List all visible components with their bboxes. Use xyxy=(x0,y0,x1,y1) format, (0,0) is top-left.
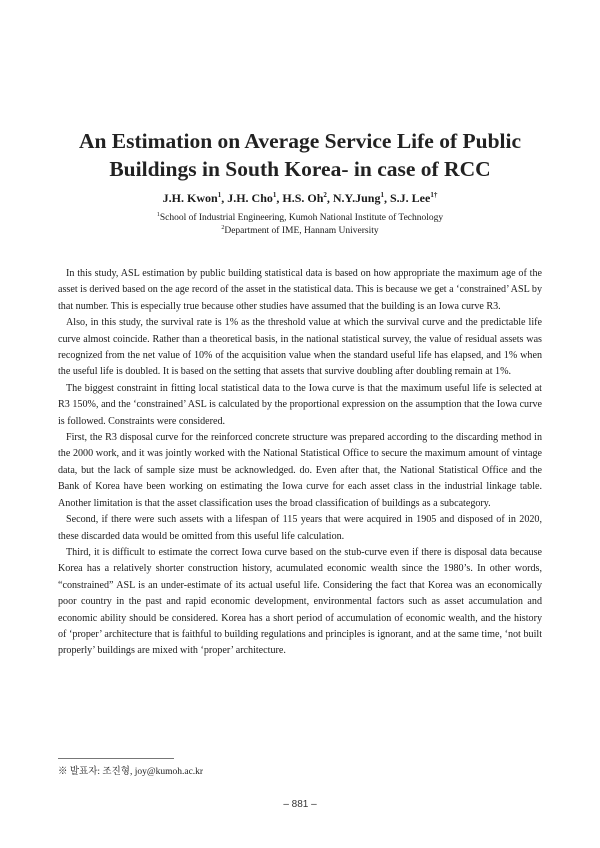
presenter-footnote: ※ 발표자: 조진형, joy@kumoh.ac.kr xyxy=(58,767,204,777)
affiliation-2 xyxy=(0,225,600,237)
affiliation-1 xyxy=(0,212,600,224)
author-affiliation-mark: 1† xyxy=(430,191,438,199)
body-paragraph: Second, if there were such assets with a lifespan of 115 years that were acquired in 1905 and disposed of in 2020, these discarded data would be omitted from this useful life calculation. xyxy=(58,514,542,542)
author-separator: , xyxy=(326,191,333,205)
author-separator: , xyxy=(221,191,228,205)
author: S.J. Lee xyxy=(389,191,431,205)
author: J.H. Cho xyxy=(227,191,273,205)
author-affiliation-mark: 1 xyxy=(380,191,384,199)
affiliation-text: Department of IME, Hannam University xyxy=(224,226,379,236)
author-affiliation-mark: 2 xyxy=(323,191,327,199)
author-affiliation-mark: 1 xyxy=(272,191,277,199)
body-paragraph: In this study, ASL estimation by public building statistical data is based on how appropriate the maximum age of the asset is derived based on the age record of the asset in the statistical data. This is because we get a ‘constrained’ ASL by that number. This is especially true because other studies have assumed that the building is an Iowa curve R3. xyxy=(58,268,542,312)
paper-title-line-1: An Estimation on Average Service Life of Public xyxy=(78,129,522,153)
author: N.Y.Jung xyxy=(332,191,381,205)
body-paragraph: Also, in this study, the survival rate is 1% as the threshold value at which the survival curve and the predictable life curve almost coincide. Rather than a theoretical basis, in the national statistical survey, the value of residual assets was recognized from the net value of 10% of the acquisition value when the standard useful life has elapsed, and 1% when the useful life is doubled. It is based on the setting that assets that survive doubling after doubling remain at 1%. xyxy=(58,317,542,378)
author-separator: , xyxy=(383,191,390,205)
body-paragraph: The biggest constraint in fitting local statistical data to the Iowa curve is that the maximum useful life is selected at R3 150%, and the ‘constrained’ ASL is calculated by the proportional expression on the assumption that the Iowa curve is followed. Constraints were considered. xyxy=(58,382,542,427)
affiliation-text: School of Industrial Engineering, Kumoh National Institute of Technology xyxy=(159,213,444,223)
abstract-body xyxy=(58,266,542,660)
author: J.H. Kwon xyxy=(162,191,218,205)
affiliation-mark: 1 xyxy=(156,211,160,218)
author-separator: , xyxy=(276,191,283,205)
paper-title-line-2: Buildings in South Korea- in case of RCC xyxy=(109,157,491,181)
author-affiliation-mark: 1 xyxy=(217,191,222,199)
body-paragraph: Third, it is difficult to estimate the correct Iowa curve based on the stub-curve even if there is disposal data because Korea has a relatively shorter construction history, acumulated economic wealth since the 1980’s. In other words, “constrained” ASL is an under-estimate of its actual useful life. Considering the fact that Korea was an economically poor country in the past and rapid economic development, environmental factors such as asset accumulation and economic ability should be considered. Korea has a short period of accumulation of economic wealth, and the history of ‘proper’ architecture that is faithful to building regulations and principles is ignorant, and at the same time, ‘not built properly’ buildings are mixed with ‘proper’ architecture. xyxy=(58,546,542,657)
affiliation-mark: 2 xyxy=(221,224,225,231)
page-number: – 881 – xyxy=(283,799,317,810)
body-paragraph: First, the R3 disposal curve for the reinforced concrete structure was prepared according to the discarding method in the 2000 work, and it was jointly worked with the National Statistical Office to secure the maximum amount of vintage data, but the lack of sample size must be acknowledged. do. Even after that, the National Statistical Office and the Bank of Korea have been working on estimating the Iowa curve for each asset class in the industrial linkage table. Another limitation is that the asset classification uses the broad classification of buildings as a subcategory. xyxy=(58,432,542,509)
author: H.S. Oh xyxy=(282,191,324,205)
footnote-divider xyxy=(58,758,174,759)
author-list xyxy=(0,190,600,206)
